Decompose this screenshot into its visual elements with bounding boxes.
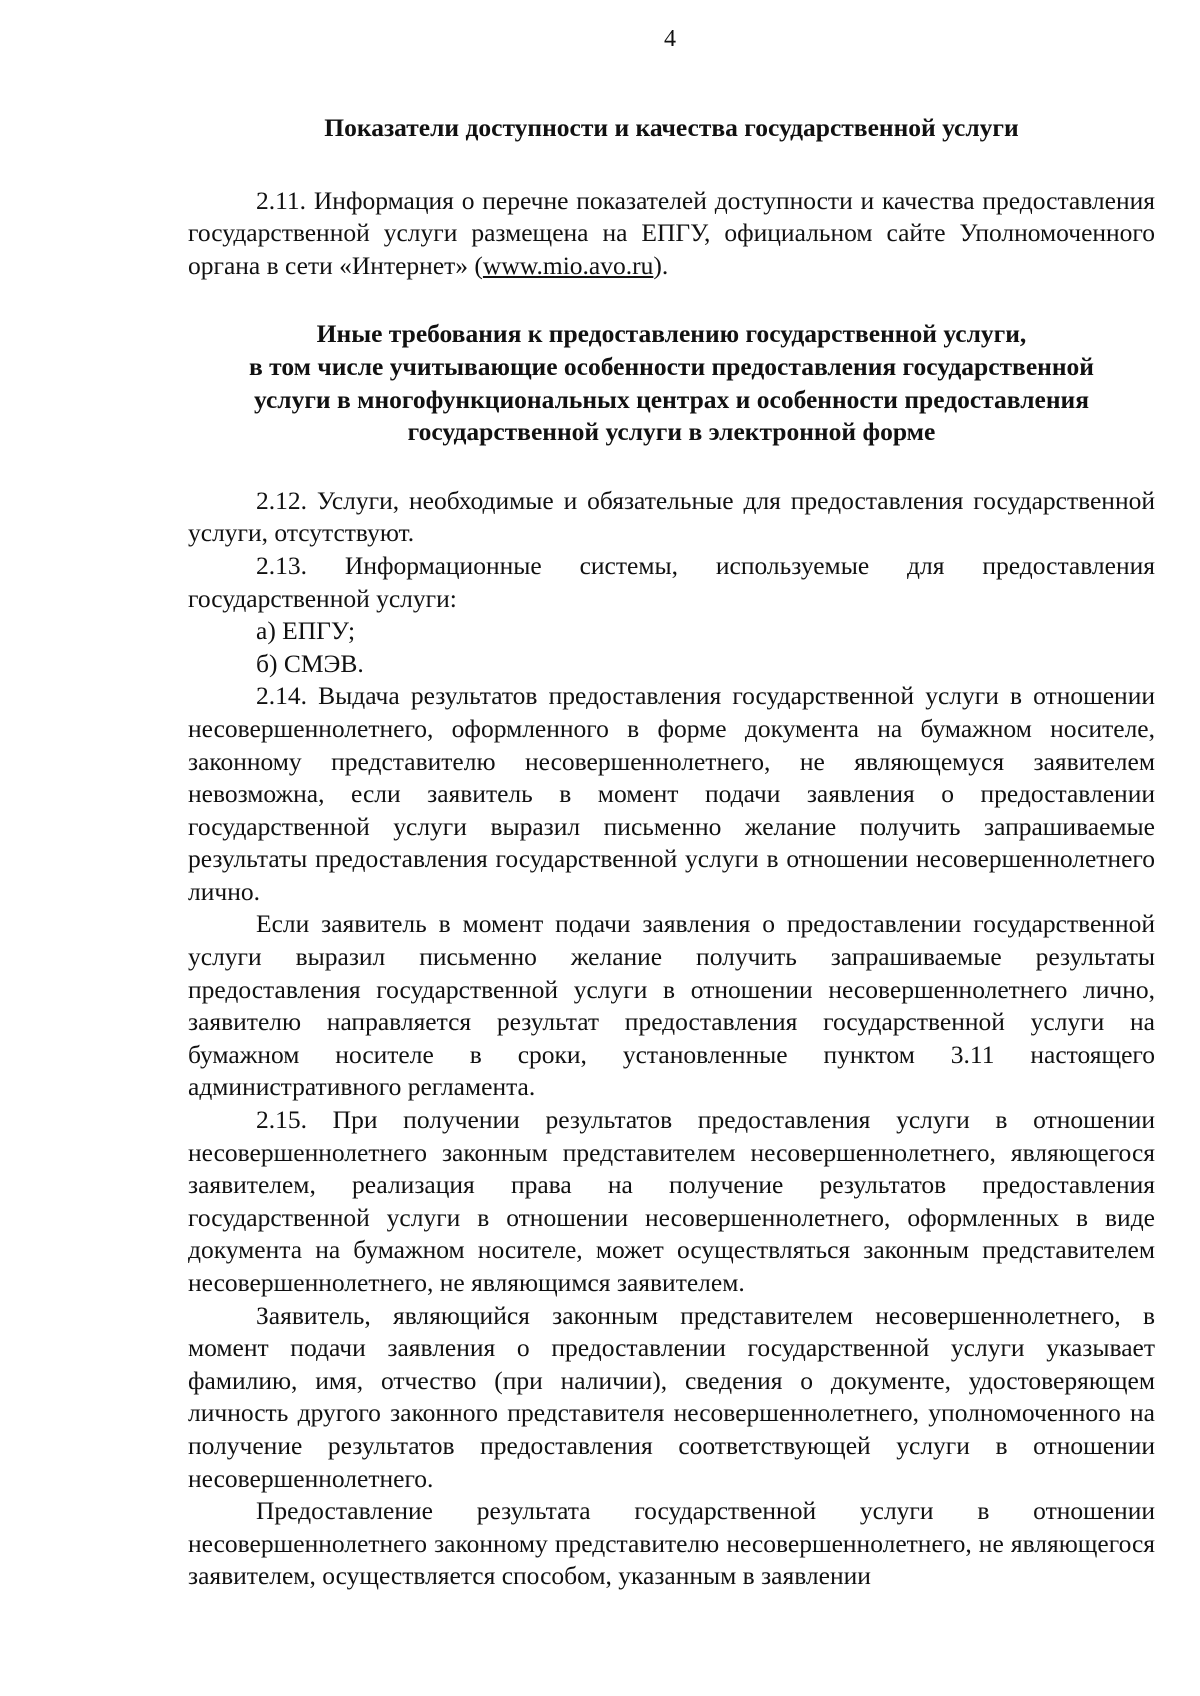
paragraph-2-13: 2.13. Информационные системы, используемые для предоставления государственной услуги: bbox=[188, 550, 1155, 613]
paragraph-provision: Предоставление результата государственной услуги в отношении несовершеннолетнего законному представителю несовершеннолетнего, не являющегося заявителем, осуществляется способом, указанным в заявлении bbox=[188, 1496, 1155, 1591]
paragraph-2-12: 2.12. Услуги, необходимые и обязательные для предоставления государственной услуги, отсутствуют. bbox=[188, 485, 1155, 548]
list-item-a: а) ЕПГУ; bbox=[256, 616, 356, 646]
heading-line: государственной услуги в электронной форме bbox=[407, 417, 936, 447]
paragraph-2-15: 2.15. При получении результатов предоставления услуги в отношении несовершеннолетнего законным представителем несовершеннолетнего, являющегося заявителем, реализация права на получение результатов предоставления государственной услуги в отношении несовершеннолетнего, оформленных в виде документа на бумажном носителе, может осуществляться законным представителем несовершеннолетнего, не являющимся заявителем. bbox=[188, 1105, 1155, 1297]
section-heading-accessibility: Показатели доступности и качества государственной услуги bbox=[324, 113, 1019, 142]
document-body bbox=[188, 112, 1155, 1593]
list-item-b: б) СМЭВ. bbox=[256, 648, 364, 678]
website-link[interactable]: www.mio.avo.ru bbox=[482, 250, 654, 280]
heading-line: услуги в многофункциональных центрах и особенности предоставления bbox=[253, 384, 1089, 414]
paragraph-applicant-representative: Заявитель, являющийся законным представителем несовершеннолетнего, в момент подачи заявления о предоставлении государственной услуги указывает фамилию, имя, отчество (при наличии), сведения о документе, удостоверяющем личность другого законного представителя несовершеннолетнего, уполномоченного на получение результатов предоставления соответствующей услуги в отношении несовершеннолетнего. bbox=[188, 1300, 1155, 1493]
paragraph-if-applicant: Если заявитель в момент подачи заявления о предоставлении государственной услуги выразил письменно желание получить запрашиваемые результаты предоставления государственной услуги в отношении несовершеннолетнего лично, заявителю направляется результат предоставления государственной услуги на бумажном носителе в сроки, установленные пунктом 3.11 настоящего административного регламента. bbox=[188, 909, 1155, 1102]
paragraph-2-11-text: 2.11. Информация о перечне показателей доступности и качества предоставления государственной услуги размещена на ЕПГУ, официальном сайте Уполномоченного органа в сети «Интернет» ( bbox=[188, 185, 1155, 280]
heading-line: Иные требования к предоставлению государственной услуги, bbox=[316, 319, 1027, 349]
paragraph-2-14: 2.14. Выдача результатов предоставления государственной услуги в отношении несовершеннолетнего, оформленного в форме документа на бумажном носителе, законному представителю несовершеннолетнего, не являющемуся заявителем невозможна, если заявитель в момент подачи заявления о предоставлении государственной услуги выразил письменно желание получить запрашиваемые результаты предоставления государственной услуги в отношении несовершеннолетнего лично. bbox=[188, 681, 1155, 906]
section-heading-other-requirements bbox=[188, 318, 1155, 448]
paragraph-2-11 bbox=[188, 185, 1155, 283]
heading-line: в том числе учитывающие особенности предоставления государственной bbox=[249, 351, 1094, 381]
page-number: 4 bbox=[664, 26, 676, 52]
paragraph-2-11-end: ). bbox=[653, 250, 669, 280]
